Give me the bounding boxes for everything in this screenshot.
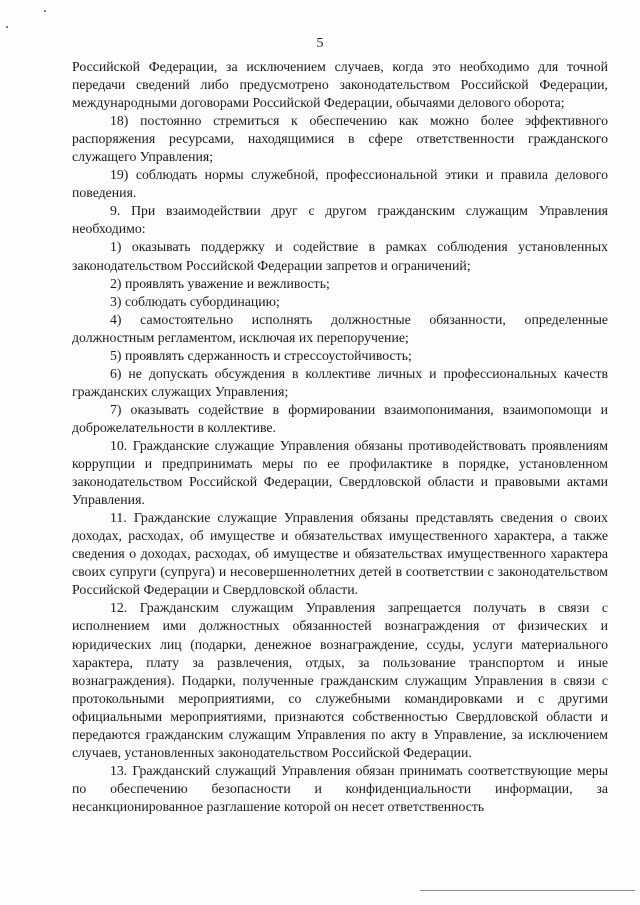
paragraph-item-6: 6) не допускать обсуждения в коллективе личных и профессиональных качеств гражданских служащих Управления; xyxy=(72,365,608,399)
paragraph-item-2: 2) проявлять уважение и вежливость; xyxy=(110,275,330,291)
paragraph-section-9: 9. При взаимодействии друг с другом гражданским служащим Управления необходимо: xyxy=(72,203,608,237)
paragraph-item-7: 7) оказывать содействие в формировании взаимопонимания, взаимопомощи и доброжелательности в коллективе. xyxy=(72,401,608,435)
paragraph-section-11: 11. Гражданские служащие Управления обязаны представлять сведения о своих доходах, расходах, об имуществе и обязательствах имущественного характера, а также сведения о доходах, расходах, об имуществе и обязательствах имущественного характера своих супруги (супруга) и несовершеннолетних детей в соответствии с законодательством Российской Федерации и Свердловской области. xyxy=(72,510,608,598)
paragraph-item-3: 3) соблюдать субординацию; xyxy=(110,293,280,309)
footer-rule xyxy=(420,890,635,891)
paragraph-section-13: 13. Гражданский служащий Управления обязан принимать соответствующие меры по обеспечению безопасности и конфиденциальности информации, за несанкционированное разглашение которой он несет ответственность xyxy=(72,762,608,814)
scan-speck xyxy=(6,26,8,28)
paragraph-section-12: 12. Гражданским служащим Управления запрещается получать в связи с исполнением ими должностных обязанностей вознаграждения от физических и юридических лиц (подарки, денежное вознаграждение, ссуды, услуги материального характера, плату за развлечения, отдых, за пользование транспортом и иные вознаграждения). Подарки, полученные гражданским служащим Управления в связи с протокольными мероприятиями, со служебными командировками и с другими официальными мероприятиями, признаются собственностью Свердловской области и передаются гражданским служащим Управления по акту в Управление, за исключением случаев, установленных законодательством Российской Федерации. xyxy=(72,600,608,760)
paragraph-continuation: Российской Федерации, за исключением случаев, когда это необходимо для точной передачи сведений либо предусмотрено законодательством Российской Федерации, международными договорами Российской Федерации, обычаями делового оборота; xyxy=(72,59,608,111)
paragraph-item-5: 5) проявлять сдержанность и стрессоустойчивость; xyxy=(110,347,412,363)
paragraph-item-19: 19) соблюдать нормы служебной, профессиональной этики и правила делового поведения. xyxy=(72,167,608,201)
page-number: 5 xyxy=(316,36,324,51)
document-body xyxy=(72,58,608,816)
paragraph-item-18: 18) постоянно стремиться к обеспечению как можно более эффективного распоряжения ресурсами, находящимися в сфере ответственности гражданского служащего Управления; xyxy=(72,113,608,165)
paragraph-section-10: 10. Гражданские служащие Управления обязаны противодействовать проявлениям коррупции и предпринимать меры по ее профилактике в порядке, установленном законодательством Российской Федерации, Свердловской области и правовыми актами Управления. xyxy=(72,437,608,508)
paragraph-item-4: 4) самостоятельно исполнять должностные обязанности, определенные должностным регламентом, исключая их перепоручение; xyxy=(72,311,608,345)
paragraph-item-1: 1) оказывать поддержку и содействие в рамках соблюдения установленных законодательством Российской Федерации запретов и ограничений; xyxy=(72,239,608,273)
scan-speck xyxy=(44,10,46,12)
